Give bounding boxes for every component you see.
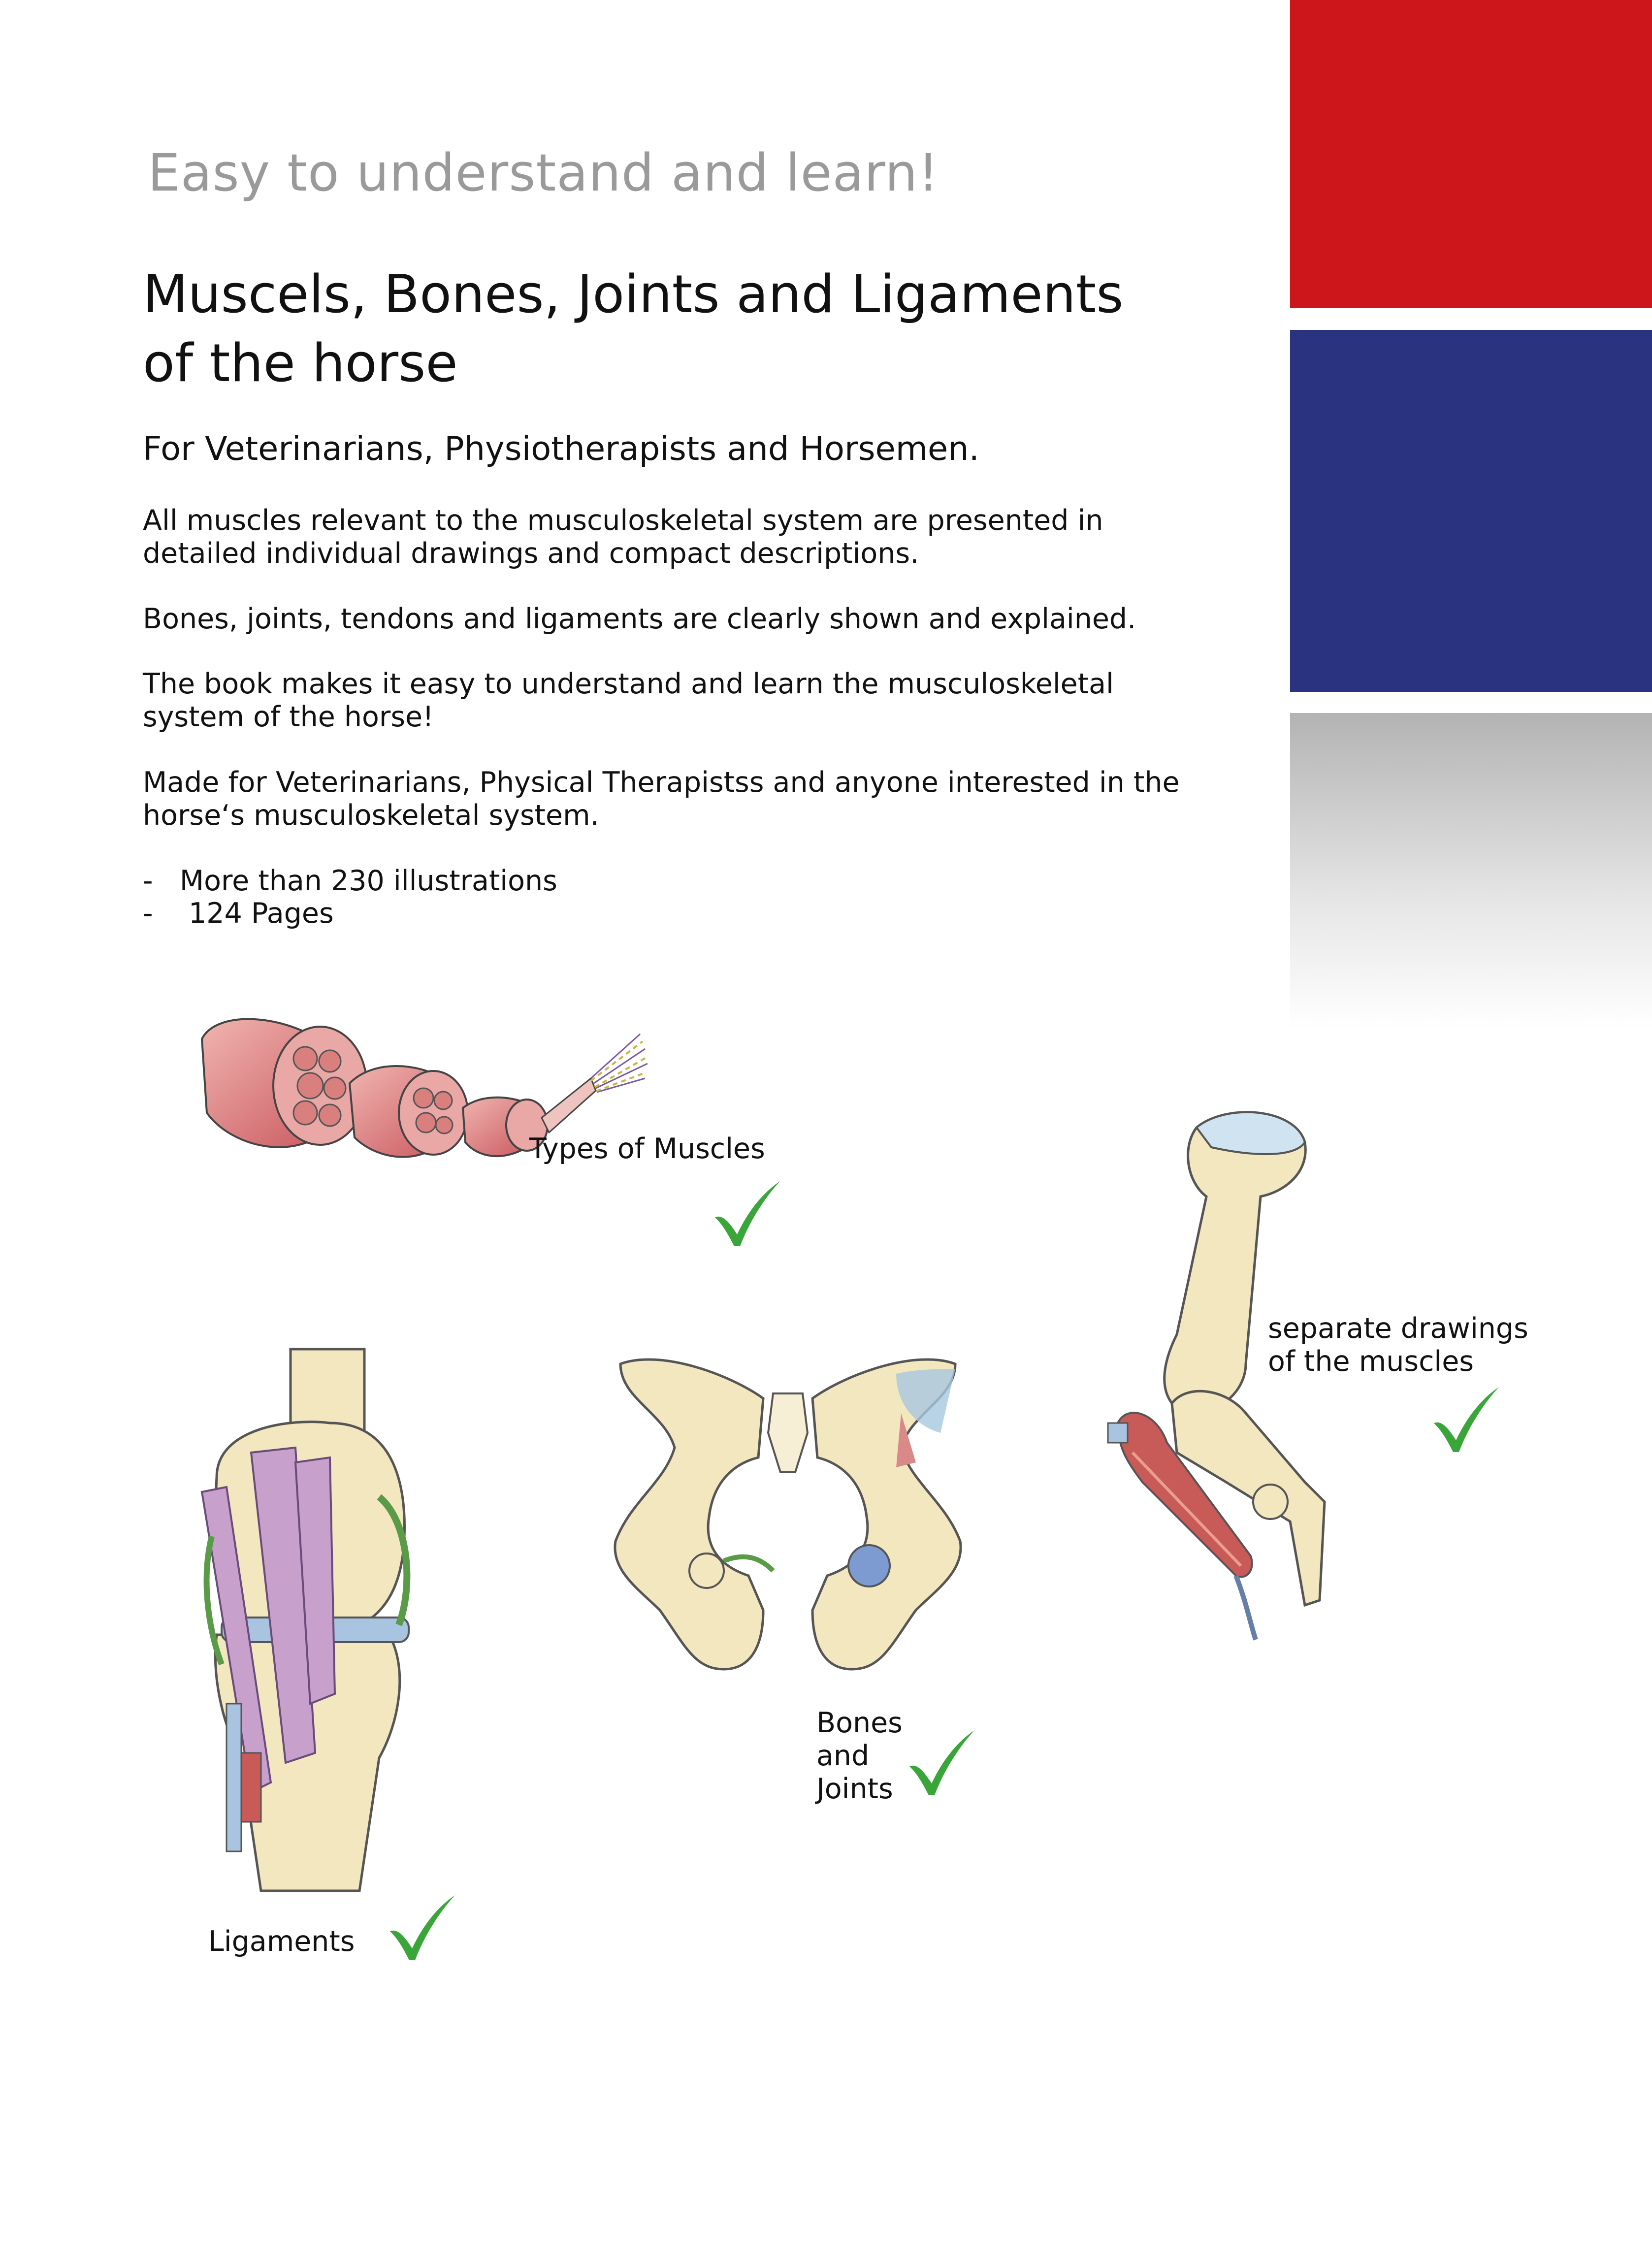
caption-separate-drawings [1268,1312,1528,1378]
caption-line: Joints [816,1773,893,1805]
kicker-heading: Easy to understand and learn! [148,143,939,203]
paragraph-line: All muscles relevant to the musculoskeletal system are presented in [143,504,1103,537]
page-title [143,260,1226,398]
caption-line: separate drawings [1268,1312,1528,1345]
muscle-fiber-illustration [187,1000,660,1216]
check-mark-icon [384,1891,458,1965]
paragraph-line: horse‘s musculoskeletal system. [143,799,599,832]
caption-line: of the muscles [1268,1345,1474,1378]
check-mark-icon [904,1726,977,1800]
caption-ligaments: Ligaments [208,1925,355,1958]
check-mark-icon [709,1177,783,1251]
grey-gradient-panel [1290,713,1652,1028]
paragraph-line: system of the horse! [143,701,434,733]
bullet-pages: - 124 Pages [143,897,334,930]
caption-types-of-muscles: Types of Muscles [529,1132,765,1165]
page-subtitle: For Veterinarians, Physiotherapists and Horsemen. [143,429,979,468]
paragraph-line: detailed individual drawings and compact descriptions. [143,537,919,570]
caption-line: and [816,1740,870,1772]
paragraph-audience [143,766,1251,832]
title-line-2: of the horse [143,333,458,393]
red-color-panel [1290,0,1652,308]
forelimb-muscle-illustration [1098,1108,1374,1650]
paragraph-muscles [143,504,1251,570]
blue-color-panel [1290,330,1652,692]
bullet-illustrations: - More than 230 illustrations [143,865,557,897]
paragraph-learn [143,668,1251,734]
check-mark-icon [1428,1383,1502,1456]
caption-bones-and-joints [816,1707,903,1806]
title-line-1: Muscels, Bones, Joints and Ligaments [143,264,1124,324]
paragraph-bones: Bones, joints, tendons and ligaments are clearly shown and explained. [143,603,1136,635]
knee-ligaments-illustration [182,1349,428,1901]
paragraph-line: The book makes it easy to understand and learn the musculoskeletal [143,668,1114,700]
caption-line: Bones [816,1707,903,1739]
paragraph-line: Made for Veterinarians, Physical Therapistss and anyone interested in the [143,766,1180,799]
pelvis-bones-illustration [601,1354,975,1679]
